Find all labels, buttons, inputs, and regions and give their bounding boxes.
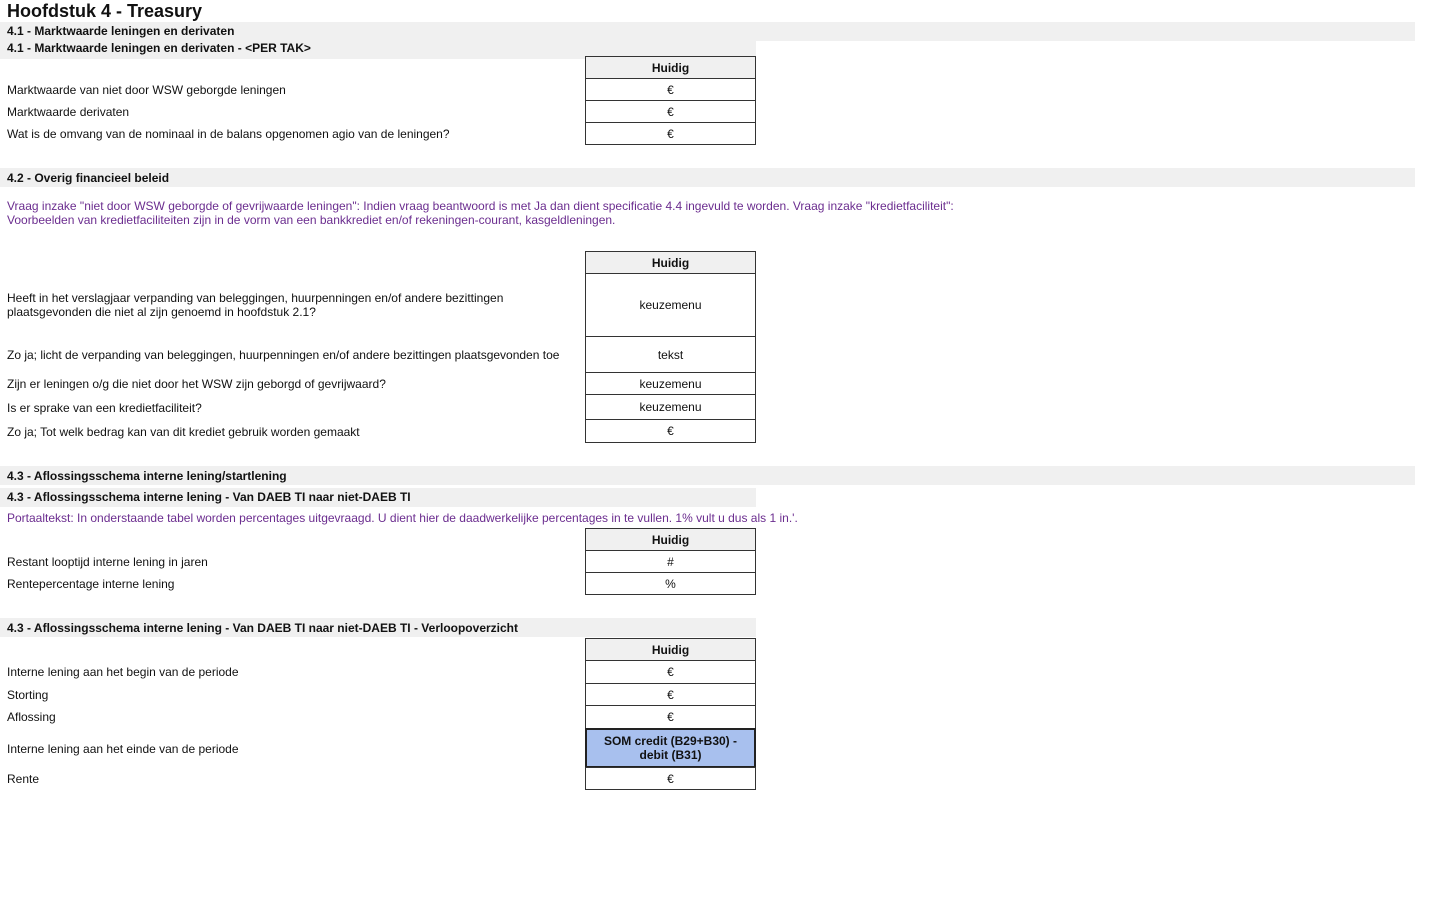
row-label: Zo ja; Tot welk bedrag kan van dit krediet gebruik worden gemaakt <box>7 425 360 439</box>
page-title: Hoofdstuk 4 - Treasury <box>7 1 203 21</box>
row-label: Is er sprake van een kredietfaciliteit? <box>7 401 202 415</box>
text-cell[interactable]: tekst <box>585 336 756 373</box>
section-heading-4-3: 4.3 - Aflossingsschema interne lening/startlening <box>7 469 287 483</box>
dropdown-cell[interactable]: keuzemenu <box>585 372 756 395</box>
subsection-heading-4-1: 4.1 - Marktwaarde leningen en derivaten - <PER TAK> <box>7 41 311 55</box>
portal-note: Portaaltekst: In onderstaande tabel worden percentages uitgevraagd. U dient hier de daadwerkelijke percentages in te vullen. 1% vult u dus als 1 in.'. <box>7 511 798 525</box>
input-cell[interactable]: € <box>585 683 756 706</box>
input-cell[interactable]: € <box>585 78 756 101</box>
row-label: Heeft in het verslagjaar verpanding van beleggingen, huurpenningen en/of andere bezittingen plaatsgevonden die niet al zijn genoemd in hoofdstuk 2.1? <box>7 291 504 319</box>
column-header-huidig: Huidig <box>585 528 756 551</box>
subsection-heading-4-3: 4.3 - Aflossingsschema interne lening - Van DAEB TI naar niet-DAEB TI <box>7 490 411 504</box>
column-header-huidig: Huidig <box>585 638 756 661</box>
row-label: Zijn er leningen o/g die niet door het WSW zijn geborgd of gevrijwaard? <box>7 377 386 391</box>
input-cell[interactable]: € <box>585 767 756 790</box>
section-heading-4-2: 4.2 - Overig financieel beleid <box>7 171 170 185</box>
dropdown-cell[interactable]: keuzemenu <box>585 273 756 337</box>
row-label: Marktwaarde derivaten <box>7 105 130 119</box>
input-cell[interactable]: € <box>585 122 756 145</box>
row-label: Interne lening aan het begin van de periode <box>7 665 239 679</box>
row-label: Marktwaarde van niet door WSW geborgde leningen <box>7 83 286 97</box>
input-cell[interactable]: € <box>585 419 756 443</box>
calculated-cell: SOM credit (B29+B30) - debit (B31) <box>585 728 756 768</box>
dropdown-cell[interactable]: keuzemenu <box>585 394 756 420</box>
row-label: Restant looptijd interne lening in jaren <box>7 555 208 569</box>
input-cell[interactable]: # <box>585 550 756 573</box>
section-note: Vraag inzake "niet door WSW geborgde of gevrijwaarde leningen": Indien vraag beantwoord is met Ja dan dient specificatie 4.4 ingevuld te worden. Vraag inzake "kredietfaciliteit": Voorbeelden van kredietfaciliteiten zijn in de vorm van een bankkrediet en/of rekeningen-courant, kasgeldleningen. <box>7 199 954 227</box>
input-cell[interactable]: € <box>585 705 756 729</box>
input-cell[interactable]: % <box>585 572 756 595</box>
section-heading-4-1: 4.1 - Marktwaarde leningen en derivaten <box>7 24 235 38</box>
input-cell[interactable]: € <box>585 660 756 684</box>
row-label: Storting <box>7 688 49 702</box>
row-label: Zo ja; licht de verpanding van beleggingen, huurpenningen en/of andere bezittingen plaatsgevonden toe <box>7 348 560 362</box>
column-header-huidig: Huidig <box>585 251 756 274</box>
row-label: Interne lening aan het einde van de periode <box>7 742 239 756</box>
row-label: Rente <box>7 772 40 786</box>
input-cell[interactable]: € <box>585 100 756 123</box>
row-label: Wat is de omvang van de nominaal in de balans opgenomen agio van de leningen? <box>7 127 450 141</box>
section-band-4-2 <box>0 168 1415 187</box>
row-label: Rentepercentage interne lening <box>7 577 175 591</box>
row-label: Aflossing <box>7 710 56 724</box>
subsection-heading-verloop: 4.3 - Aflossingsschema interne lening - Van DAEB TI naar niet-DAEB TI - Verloopoverzicht <box>7 621 518 635</box>
column-header-huidig: Huidig <box>585 56 756 79</box>
